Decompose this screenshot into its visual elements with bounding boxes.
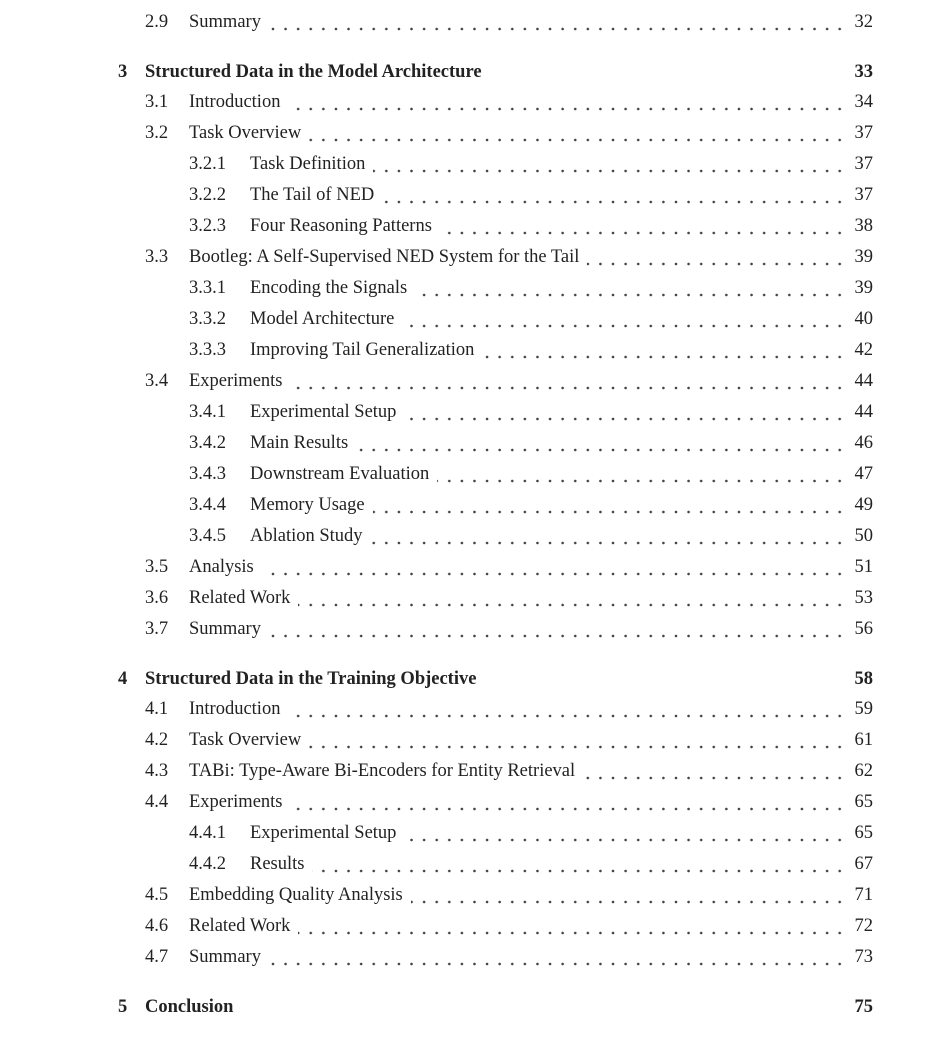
toc-dot-leader <box>312 851 846 877</box>
toc-dot-leader <box>404 399 846 425</box>
toc-entry-number: 3.4.5 <box>189 526 226 546</box>
toc-section-entry[interactable] <box>0 758 941 784</box>
toc-entry-number: 4.1 <box>145 699 169 719</box>
toc-entry-title: Main Results <box>250 433 349 453</box>
toc-entry-title: Task Overview <box>189 123 302 143</box>
toc-entry-page: 37 <box>854 185 873 205</box>
toc-entry-page: 65 <box>854 823 873 843</box>
toc-entry-title: Experimental Setup <box>250 823 397 843</box>
toc-dot-leader <box>298 913 846 939</box>
toc-dot-leader <box>298 585 846 611</box>
toc-dot-leader <box>309 727 846 753</box>
toc-entry-number: 3.7 <box>145 619 169 639</box>
toc-entry-title: Structured Data in the Training Objective <box>145 669 477 689</box>
toc-entry-number: 3.5 <box>145 557 169 577</box>
toc-subsection-entry[interactable] <box>0 337 941 363</box>
toc-dot-leader <box>440 213 846 239</box>
toc-dot-leader <box>291 368 846 394</box>
toc-section-entry[interactable] <box>0 616 941 642</box>
toc-entry-title: The Tail of NED <box>250 185 375 205</box>
toc-entry-number: 4.5 <box>145 885 169 905</box>
toc-dot-leader <box>356 430 846 456</box>
toc-subsection-entry[interactable] <box>0 523 941 549</box>
toc-entry-title: Ablation Study <box>250 526 363 546</box>
toc-subsection-entry[interactable] <box>0 151 941 177</box>
toc-entry-title: Related Work <box>189 588 291 608</box>
toc-dot-leader <box>437 461 846 487</box>
toc-entry-title: Summary <box>189 619 261 639</box>
toc-entry-number: 4.3 <box>145 761 169 781</box>
toc-section-entry[interactable] <box>0 120 941 146</box>
toc-entry-number: 3.2.3 <box>189 216 226 236</box>
toc-entry-number: 4.4.2 <box>189 854 226 874</box>
toc-entry-page: 37 <box>854 154 873 174</box>
toc-entry-page: 34 <box>854 92 873 112</box>
toc-section-entry[interactable] <box>0 789 941 815</box>
toc-entry-page: 67 <box>854 854 873 874</box>
toc-entry-title: Related Work <box>189 916 291 936</box>
toc-dot-leader <box>291 789 846 815</box>
toc-entry-title: Memory Usage <box>250 495 365 515</box>
toc-entry-number: 3.3 <box>145 247 169 267</box>
toc-entry-title: Experiments <box>189 371 283 391</box>
toc-dot-leader <box>583 758 846 784</box>
toc-entry-page: 33 <box>854 62 873 82</box>
toc-entry-number: 5 <box>118 997 128 1017</box>
toc-subsection-entry[interactable] <box>0 213 941 239</box>
toc-entry-number: 4.6 <box>145 916 169 936</box>
toc-subsection-entry[interactable] <box>0 430 941 456</box>
toc-subsection-entry[interactable] <box>0 851 941 877</box>
toc-section-entry[interactable] <box>0 9 941 35</box>
toc-entry-page: 50 <box>854 526 873 546</box>
toc-section-entry[interactable] <box>0 585 941 611</box>
toc-entry-title: Task Overview <box>189 730 302 750</box>
toc-entry-page: 53 <box>854 588 873 608</box>
toc-chapter-entry[interactable] <box>0 666 941 692</box>
toc-entry-page: 71 <box>854 885 873 905</box>
toc-entry-number: 4 <box>118 669 128 689</box>
toc-section-entry[interactable] <box>0 696 941 722</box>
toc-entry-page: 40 <box>854 309 873 329</box>
toc-dot-leader <box>373 492 846 518</box>
toc-entry-page: 56 <box>854 619 873 639</box>
toc-entry-page: 44 <box>854 402 873 422</box>
toc-entry-number: 2.9 <box>145 12 169 32</box>
toc-dot-leader <box>587 244 846 270</box>
toc-subsection-entry[interactable] <box>0 306 941 332</box>
toc-dot-leader <box>371 523 846 549</box>
toc-entry-number: 3.2.2 <box>189 185 226 205</box>
toc-subsection-entry[interactable] <box>0 275 941 301</box>
toc-dot-leader <box>373 151 846 177</box>
toc-entry-number: 4.2 <box>145 730 169 750</box>
toc-section-entry[interactable] <box>0 244 941 270</box>
toc-entry-number: 3.2.1 <box>189 154 226 174</box>
toc-entry-number: 3.4.3 <box>189 464 226 484</box>
toc-entry-number: 3 <box>118 62 128 82</box>
toc-subsection-entry[interactable] <box>0 182 941 208</box>
toc-dot-leader <box>288 89 846 115</box>
toc-entry-title: Structured Data in the Model Architecture <box>145 62 482 82</box>
toc-entry-title: Embedding Quality Analysis <box>189 885 403 905</box>
toc-entry-title: Improving Tail Generalization <box>250 340 475 360</box>
toc-entry-number: 3.4.2 <box>189 433 226 453</box>
toc-entry-page: 49 <box>854 495 873 515</box>
toc-entry-title: Experiments <box>189 792 283 812</box>
toc-entry-page: 58 <box>854 669 873 689</box>
toc-entry-page: 32 <box>854 12 873 32</box>
toc-subsection-entry[interactable] <box>0 492 941 518</box>
toc-entry-page: 75 <box>854 997 873 1017</box>
toc-entry-number: 3.4.4 <box>189 495 226 515</box>
toc-dot-leader <box>309 120 846 146</box>
toc-entry-title: Conclusion <box>145 997 234 1017</box>
toc-chapter-entry[interactable] <box>0 59 941 85</box>
toc-dot-leader <box>382 182 846 208</box>
toc-entry-page: 72 <box>854 916 873 936</box>
toc-subsection-entry[interactable] <box>0 399 941 425</box>
toc-entry-title: Downstream Evaluation <box>250 464 430 484</box>
toc-entry-title: Experimental Setup <box>250 402 397 422</box>
toc-entry-page: 73 <box>854 947 873 967</box>
toc-entry-number: 3.1 <box>145 92 169 112</box>
toc-subsection-entry[interactable] <box>0 820 941 846</box>
toc-entry-title: Model Architecture <box>250 309 395 329</box>
toc-section-entry[interactable] <box>0 368 941 394</box>
toc-dot-leader <box>482 337 846 363</box>
toc-entry-page: 59 <box>854 699 873 719</box>
toc-subsection-entry[interactable] <box>0 461 941 487</box>
toc-entry-title: Task Definition <box>250 154 366 174</box>
toc-dot-leader <box>402 306 846 332</box>
toc-section-entry[interactable] <box>0 913 941 939</box>
toc-dot-leader <box>411 882 846 908</box>
toc-section-entry[interactable] <box>0 554 941 580</box>
toc-entry-number: 4.4.1 <box>189 823 226 843</box>
toc-dot-leader <box>269 944 846 970</box>
toc-entry-page: 37 <box>854 123 873 143</box>
toc-dot-leader <box>404 820 846 846</box>
toc-entry-page: 62 <box>854 761 873 781</box>
toc-entry-page: 51 <box>854 557 873 577</box>
toc-entry-title: Analysis <box>189 557 254 577</box>
toc-entry-page: 61 <box>854 730 873 750</box>
toc-entry-title: Four Reasoning Patterns <box>250 216 432 236</box>
toc-entry-page: 46 <box>854 433 873 453</box>
toc-entry-number: 3.3.1 <box>189 278 226 298</box>
toc-entry-title: Bootleg: A Self-Supervised NED System for the Tail <box>189 247 580 267</box>
toc-section-entry[interactable] <box>0 882 941 908</box>
toc-entry-title: Summary <box>189 12 261 32</box>
toc-section-entry[interactable] <box>0 89 941 115</box>
toc-chapter-entry[interactable] <box>0 994 941 1020</box>
toc-dot-leader <box>288 696 846 722</box>
toc-section-entry[interactable] <box>0 944 941 970</box>
toc-entry-page: 38 <box>854 216 873 236</box>
toc-entry-title: Results <box>250 854 305 874</box>
toc-dot-leader <box>269 9 846 35</box>
toc-entry-number: 4.4 <box>145 792 169 812</box>
toc-entry-title: Summary <box>189 947 261 967</box>
toc-entry-page: 39 <box>854 247 873 267</box>
toc-section-entry[interactable] <box>0 727 941 753</box>
toc-entry-number: 3.4.1 <box>189 402 226 422</box>
toc-dot-leader <box>415 275 846 301</box>
toc-entry-title: Introduction <box>189 699 281 719</box>
toc-dot-leader <box>269 616 846 642</box>
toc-entry-number: 3.3.3 <box>189 340 226 360</box>
toc-entry-number: 3.3.2 <box>189 309 226 329</box>
toc-entry-number: 3.4 <box>145 371 169 391</box>
toc-entry-title: TABi: Type-Aware Bi-Encoders for Entity Retrieval <box>189 761 576 781</box>
toc-entry-number: 3.6 <box>145 588 169 608</box>
toc-entry-page: 47 <box>854 464 873 484</box>
toc-entry-page: 42 <box>854 340 873 360</box>
toc-entry-page: 65 <box>854 792 873 812</box>
toc-entry-number: 3.2 <box>145 123 169 143</box>
toc-dot-leader <box>262 554 846 580</box>
toc-entry-title: Encoding the Signals <box>250 278 408 298</box>
toc-entry-title: Introduction <box>189 92 281 112</box>
toc-entry-number: 4.7 <box>145 947 169 967</box>
toc-entry-page: 39 <box>854 278 873 298</box>
toc-entry-page: 44 <box>854 371 873 391</box>
